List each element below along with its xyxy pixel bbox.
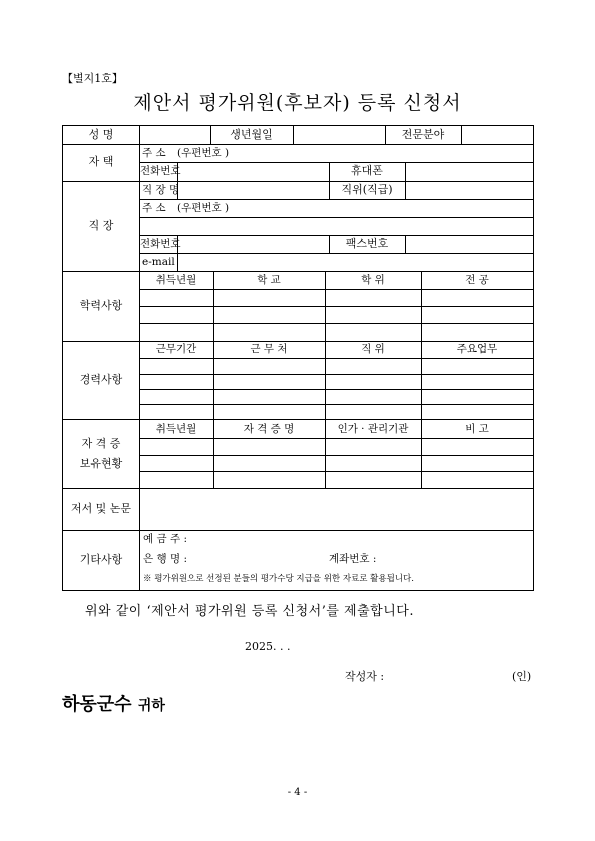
- edu-col-degree: 학 위: [361, 274, 385, 286]
- page-number: - 4 -: [287, 787, 308, 798]
- row-divider: [139, 438, 533, 439]
- license-col-issuer: 인가 · 관리기관: [337, 423, 409, 435]
- edu-col-date: 취득년월: [155, 274, 197, 286]
- row-divider: [139, 404, 533, 405]
- row-divider: [139, 217, 533, 218]
- home-label: 자 택: [88, 155, 114, 168]
- work-address-label: 주 소: [142, 202, 166, 214]
- birth-label: 생년월일: [230, 128, 273, 141]
- publications-label: 저서 및 논문: [70, 502, 132, 515]
- work-phone-label: 전화번호: [140, 238, 181, 250]
- form-tag: 【별지1호】: [62, 72, 123, 85]
- row-divider: [63, 144, 533, 145]
- home-mobile-label: 휴대폰: [351, 164, 383, 177]
- education-label: 학력사항: [79, 299, 123, 312]
- email-label: e-mail: [142, 256, 175, 268]
- license-col-date: 취득년월: [155, 423, 197, 435]
- col-divider: [405, 181, 406, 199]
- work-address-value: (우편번호 ): [177, 202, 230, 214]
- account-label: 계좌번호 :: [329, 553, 377, 565]
- writer-label: 작성자 :: [345, 670, 385, 683]
- license-col-remarks: 비 고: [465, 423, 489, 435]
- seal-mark: (인): [512, 670, 532, 683]
- col-divider: [213, 271, 214, 488]
- workplace-label: 직 장 명: [142, 184, 180, 196]
- edu-col-major: 전 공: [465, 274, 489, 286]
- bank-label: 은 행 명 :: [143, 553, 187, 565]
- career-col-workplace: 근 무 처: [250, 343, 288, 355]
- addressee-name: 하동군수: [62, 694, 132, 715]
- depositor-label: 예 금 주 :: [143, 533, 187, 545]
- career-col-duties: 주요업무: [456, 343, 498, 355]
- row-divider: [139, 306, 533, 307]
- col-divider: [325, 271, 326, 488]
- home-address-value: (우편번호 ): [177, 147, 230, 159]
- career-col-position: 직 위: [361, 343, 385, 355]
- addressee-suffix: 귀하: [137, 698, 165, 714]
- row-divider: [139, 471, 533, 472]
- license-col-name: 자 격 증 명: [243, 423, 295, 435]
- row-divider: [139, 374, 533, 375]
- col-divider: [405, 162, 406, 181]
- edu-col-school: 학 교: [257, 274, 281, 286]
- page-title: 제안서 평가위원(후보자) 등록 신청서: [133, 92, 462, 114]
- col-divider: [405, 235, 406, 253]
- submission-statement: 위와 같이 ‘제안서 평가위원 등록 신청서’를 제출합니다.: [85, 604, 414, 619]
- row-divider: [139, 389, 533, 390]
- col-divider: [461, 126, 462, 144]
- registration-form-table: [62, 125, 534, 591]
- row-divider: [139, 289, 533, 290]
- other-label: 기타사항: [79, 553, 123, 566]
- col-divider: [421, 271, 422, 488]
- row-divider: [139, 358, 533, 359]
- row-divider: [63, 530, 533, 531]
- field-label: 전문분야: [401, 128, 445, 141]
- row-divider: [139, 253, 533, 254]
- row-divider: [63, 488, 533, 489]
- home-address-label: 주 소: [142, 147, 166, 159]
- row-divider: [63, 181, 533, 182]
- col-divider: [177, 253, 178, 271]
- submission-date: 2025. . .: [245, 640, 291, 653]
- position-label: 직위(직급): [341, 183, 393, 196]
- license-label-line2: 보유현황: [79, 457, 123, 470]
- col-divider: [139, 126, 140, 590]
- career-label: 경력사항: [79, 373, 123, 386]
- row-divider: [139, 455, 533, 456]
- payment-note: ※ 평가위원으로 선정된 분들의 평가수당 지급을 위한 자료로 활용됩니다.: [143, 574, 414, 584]
- name-label: 성 명: [88, 128, 114, 141]
- work-label: 직 장: [88, 219, 114, 232]
- fax-label: 팩스번호: [345, 237, 389, 250]
- license-label-line1: 자 격 증: [81, 437, 121, 450]
- row-divider: [139, 323, 533, 324]
- home-phone-label: 전화번호: [140, 165, 181, 177]
- addressee: [62, 690, 165, 716]
- col-divider: [293, 126, 294, 144]
- career-col-period: 근무기간: [155, 343, 197, 355]
